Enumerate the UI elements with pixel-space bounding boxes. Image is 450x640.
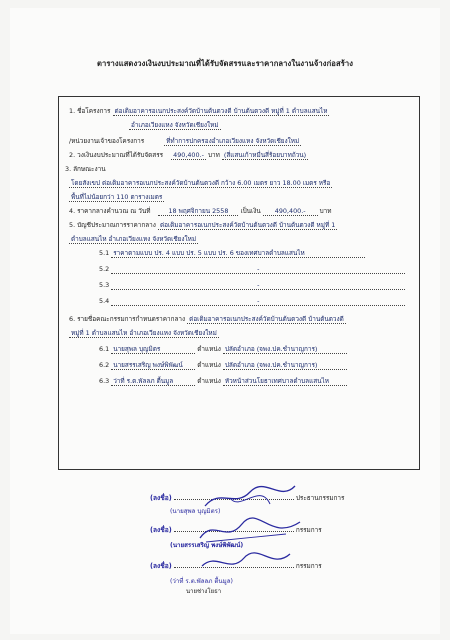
item-5 <box>69 221 337 230</box>
item-6-1 <box>99 345 347 354</box>
item-5-4-label: 5.4 <box>99 297 110 305</box>
item-5-cont <box>69 235 198 244</box>
item-5-2-label: 5.2 <box>99 265 110 273</box>
handwritten-signature-3 <box>196 548 296 578</box>
item-2-label: 2. วงเงินงบประมาณที่ได้รับจัดสรร <box>69 151 164 159</box>
item-1-value: ต่อเติมอาคารอเนกประสงค์วัดบ้านต้นตวงดี บ้านต้นตวงดี หมู่ที่ 1 ตำบลแสนไห <box>114 107 328 115</box>
item-3-line2 <box>69 193 164 202</box>
signature-2-label: (ลงชื่อ) <box>150 526 172 534</box>
handwritten-signature-2 <box>196 512 306 550</box>
item-2-value: 490,400.- <box>173 151 204 159</box>
item-3 <box>65 165 106 173</box>
item-3-line1 <box>69 179 332 188</box>
item-4-unit: บาท <box>319 207 332 215</box>
item-5-value: ต่อเติมอาคารอเนกประสงค์วัดบ้านต้นตวงดี บ้านต้นตวงดี หมู่ที่ 1 <box>159 221 336 229</box>
item-5-1-label: 5.1 <box>99 249 110 257</box>
item-6-1-label: 6.1 <box>99 345 110 353</box>
item-2-words: (สี่แสนเก้าหมื่นสี่ร้อยบาทถ้วน) <box>223 151 307 159</box>
item-1-label: 1. ชื่อโครงการ <box>69 107 111 115</box>
item-6-cont <box>69 329 219 338</box>
item-4-date: 18 พฤศจิกายน 2558 <box>158 207 238 216</box>
item-6 <box>69 315 346 324</box>
signature-3-title: นายช่างโยธา <box>186 588 222 595</box>
item-6-2-name: นายสรรเสริญ พงษ์พิพัฒน์ <box>111 361 195 370</box>
signature-3-role: กรรมการ <box>295 562 322 570</box>
item-6-2-pos: ปลัดอำเภอ (จพง.ปค.ชำนาญการ) <box>223 361 347 370</box>
item-1-cont <box>129 121 221 130</box>
item-3-label: 3. ลักษณะงาน <box>65 165 106 173</box>
unit-line <box>69 137 301 146</box>
item-4-label: 4. ราคากลางคำนวณ ณ วันที่ <box>69 207 151 215</box>
item-2 <box>69 151 308 160</box>
item-6-3-pos-label: ตำแหน่ง <box>197 377 221 385</box>
item-2-unit: บาท <box>207 151 220 159</box>
item-5-3 <box>99 281 405 290</box>
unit-value: ที่ทำการปกครองอำเภอเวียงแหง จังหวัดเชียงใหม่ <box>166 137 300 145</box>
item-1-value2: อำเภอเวียงแหง จังหวัดเชียงใหม่ <box>131 121 219 129</box>
item-6-1-pos: ปลัดอำเภอ (จพง.ปค.ชำนาญการ) <box>223 345 347 354</box>
item-1 <box>69 107 329 116</box>
document-title: ตารางแสดงวงเงินงบประมาณที่ได้รับจัดสรรและราคากลางในงานจ้างก่อสร้าง <box>96 59 354 68</box>
content-box <box>58 96 420 470</box>
signature-3-label: (ลงชื่อ) <box>150 562 172 570</box>
item-4-amount: 490,400.- <box>263 207 318 216</box>
item-5-label: 5. บัญชีประมาณการราคากลาง <box>69 221 156 229</box>
signature-1-label: (ลงชื่อ) <box>150 494 172 502</box>
item-5-value2: ตำบลแสนไห อำเภอเวียงแหง จังหวัดเชียงใหม่ <box>71 235 197 243</box>
item-6-3-name: ว่าที่ ร.ต.พัลลภ ตื้นมูล <box>111 377 195 386</box>
item-5-2 <box>99 265 405 274</box>
item-5-2-value: - <box>111 265 405 274</box>
item-3-desc2: พื้นที่ไม่น้อยกว่า 110 ตารางเมตร <box>71 193 163 201</box>
item-5-4-value: - <box>111 297 405 306</box>
signature-1-role: ประธานกรรมการ <box>295 494 345 502</box>
signature-2-role: กรรมการ <box>295 526 322 534</box>
signature-2-name: (นายสรรเสริญ พงษ์พิพัฒน์) <box>170 542 244 549</box>
signature-3-name: (ว่าที่ ร.ต.พัลลภ ตื้นมูล) <box>170 578 233 585</box>
item-6-value2: หมู่ที่ 1 ตำบลแสนไห อำเภอเวียงแหง จังหวัดเชียงใหม่ <box>71 329 217 337</box>
item-5-3-label: 5.3 <box>99 281 110 289</box>
item-5-1-value: ราคาตามแบบ ปร. 4 แบบ ปร. 5 แบบ ปร. 6 ของเทศบาลตำบลแสนไห <box>111 249 365 258</box>
item-4 <box>69 207 331 216</box>
item-6-3 <box>99 377 347 386</box>
item-6-3-pos: หัวหน้าส่วนโยธาเทศบาลตำบลแสนไห <box>223 377 347 386</box>
item-6-label: 6. รายชื่อคณะกรรมการกำหนดราคากลาง <box>69 315 186 323</box>
item-6-2 <box>99 361 347 370</box>
item-5-4 <box>99 297 405 306</box>
signature-1-name: (นายสุพล บุญมิตร) <box>170 508 221 515</box>
item-5-3-value: - <box>111 281 405 290</box>
item-6-3-label: 6.3 <box>99 377 110 385</box>
item-6-2-pos-label: ตำแหน่ง <box>197 361 221 369</box>
item-5-1 <box>99 249 365 258</box>
item-4-mid: เป็นเงิน <box>240 207 261 215</box>
item-6-1-pos-label: ตำแหน่ง <box>197 345 221 353</box>
document-page <box>10 8 440 634</box>
item-6-1-name: นายสุพล บุญมิตร <box>111 345 195 354</box>
item-6-value: ต่อเติมอาคารอเนกประสงค์วัดบ้านต้นตวงดี บ้านต้นตวงดี <box>189 315 344 323</box>
unit-label: /หน่วยงานเจ้าของโครงการ <box>69 137 145 145</box>
item-3-desc1: โดยสังเขป ต่อเติมอาคารอเนกประสงค์วัดบ้านต้นตวงดี กว้าง 6.00 เมตร ยาว 18.00 เมตร หรือ <box>71 179 331 187</box>
item-6-2-label: 6.2 <box>99 361 110 369</box>
